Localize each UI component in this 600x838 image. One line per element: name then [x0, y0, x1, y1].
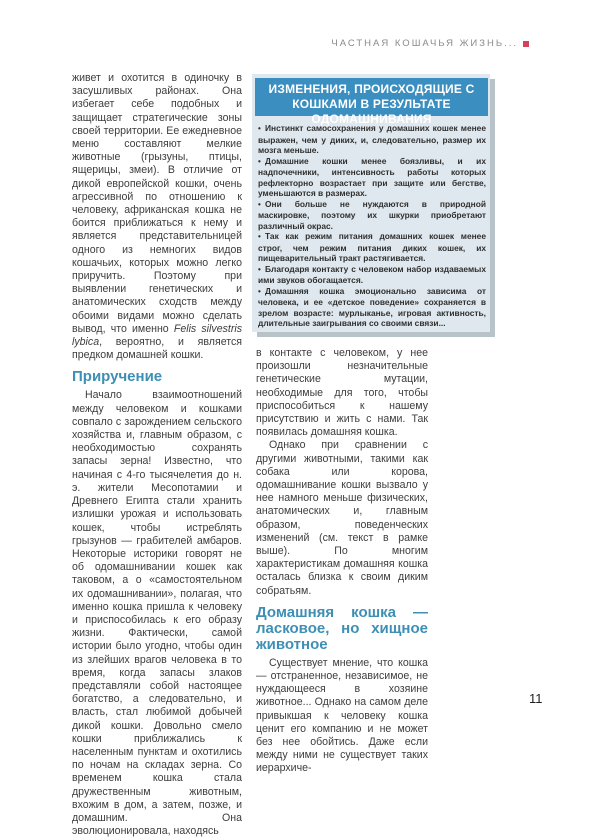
sidebar-box-title: ИЗМЕНЕНИЯ, ПРОИСХОДЯЩИЕ С КОШКАМИ В РЕЗУЛЬТАТЕ ОДОМАШНИВАНИЯ [255, 78, 488, 116]
header-accent-square [523, 41, 529, 47]
list-item: • Так как режим питания домашних кошек менее строг, чем режим питания диких кошек, их пищеварительный тракт растягивается. [258, 231, 486, 263]
bullet-icon: • [258, 264, 261, 274]
bullet-icon: • [258, 156, 261, 166]
sidebar-box-list [258, 123, 486, 329]
list-item: • Домашняя кошка эмоционально зависима от человека, и ее «детское поведение» сохраняется в зрелом возрасте: мурлыканье, игровая активность, длительные заигрывания со своими связи... [258, 285, 486, 328]
intro-paragraph [72, 72, 242, 362]
domestication-paragraph: Начало взаимоотношений между человеком и кошками совпало с зарождением сельского хозяйства и, главным образом, с необходимостью сохранять запасы зерна! Известно, что начиная с 4-го тысячелетия до н. э. жители Месопотамии и Древнего Египта стали хранить излишки урожая и использовать кошек, чтобы истреблять грызунов — грабителей амбаров. Некоторые историки говорят не об одомашнивании кошек как таковом, а о «самостоятельном их одомашнивании», полагая, что именно кошка пришла к человеку и приспособилась к его образу жизни. Фактически, самой истории было угодно, чтобы один из злейших врагов человека в то время, когда запасы злаков представляли собой настоящее богатство, а следовательно, и власть, стал любимой добычей дикой кошки. Довольно смело кошки приближались к населенным пунктам и охотились по ночам на складах зерна. Со временем кошка стала дружественным животным, вхожим в дом, а затем, позже, и домашним. Она эволюционировала, находясь [72, 389, 242, 838]
continuation-paragraph: в контакте с человеком, у нее произошли незначительные генетические мутации, необходимые для того, чтобы приспособиться к нашему присутствию и жить с нами. Так появилась домашняя кошка. [256, 347, 428, 439]
list-item: • Домашние кошки менее боязливы, и их надпочечники, интенсивность работы которых рефлекторно возрастает при защите или бегстве, уменьшаются в размерах. [258, 155, 486, 198]
page-number: 11 [529, 691, 543, 706]
section-heading-predator: Домашняя кошка — ласковое, но хищное животное [256, 603, 428, 653]
running-title: ЧАСТНАЯ КОШАЧЬЯ ЖИЗНЬ... [331, 38, 518, 49]
latin-name: Felis silvestris lybica [72, 322, 242, 349]
intro-end-text: , вероятно, и является предком домашней кошки. [72, 336, 242, 362]
section-heading-domestication: Приручение [72, 368, 163, 386]
bullet-icon: • [258, 124, 261, 133]
list-item: • Благодаря контакту с человеком набор издаваемых ими звуков обогащается. [258, 263, 486, 285]
sidebar-box [252, 74, 490, 332]
bullet-icon: • [258, 286, 261, 296]
left-column [72, 72, 242, 838]
bullet-icon: • [258, 199, 261, 209]
list-item: • Инстинкт самосохранения у домашних кошек менее выражен, чем у диких, и, следовательно, размер их мозга меньше. [258, 123, 486, 155]
list-item: • Они больше не нуждаются в природной маскировке, поэтому их шкурки приобретают различный окрас. [258, 198, 486, 231]
right-column [256, 347, 428, 776]
bullet-icon: • [258, 232, 261, 241]
comparison-paragraph: Однако при сравнении с другими животными, такими как собака или корова, одомашнивание кошки вызвало у нее намного меньше физических, анатомических и, главным образом, поведенческих изменений (см. текст в рамке выше). По многим характеристикам домашняя кошка осталась близка к своим диким собратьям. [256, 439, 428, 597]
intro-text: живет и охотится в одиночку в засушливых районах. Она избегает себе подобных и защищает стратегические зоны своей территории. Ее ежедневное меню составляют мелкие животные (грызуны, птицы, ящерицы, змеи). В отличие от дикой европейской кошки, очень агрессивной по отношению к человеку, африканская кошка не боится приближаться к нему и является представительницей одного из немногих видов кошачьих, которых можно легко приручить. Поэтому при выявлении генетических и анатомических сходств между обоими видами можно сделать вывод, что именно [72, 72, 242, 335]
opinion-paragraph: Существует мнение, что кошка — отстраненное, независимое, не нуждающееся в хозяине животное... Однако на самом деле привыкшая к человеку кошка ценит его компанию и не может без нее обойтись. Даже если между ними не существует таких иерархиче- [256, 656, 428, 775]
